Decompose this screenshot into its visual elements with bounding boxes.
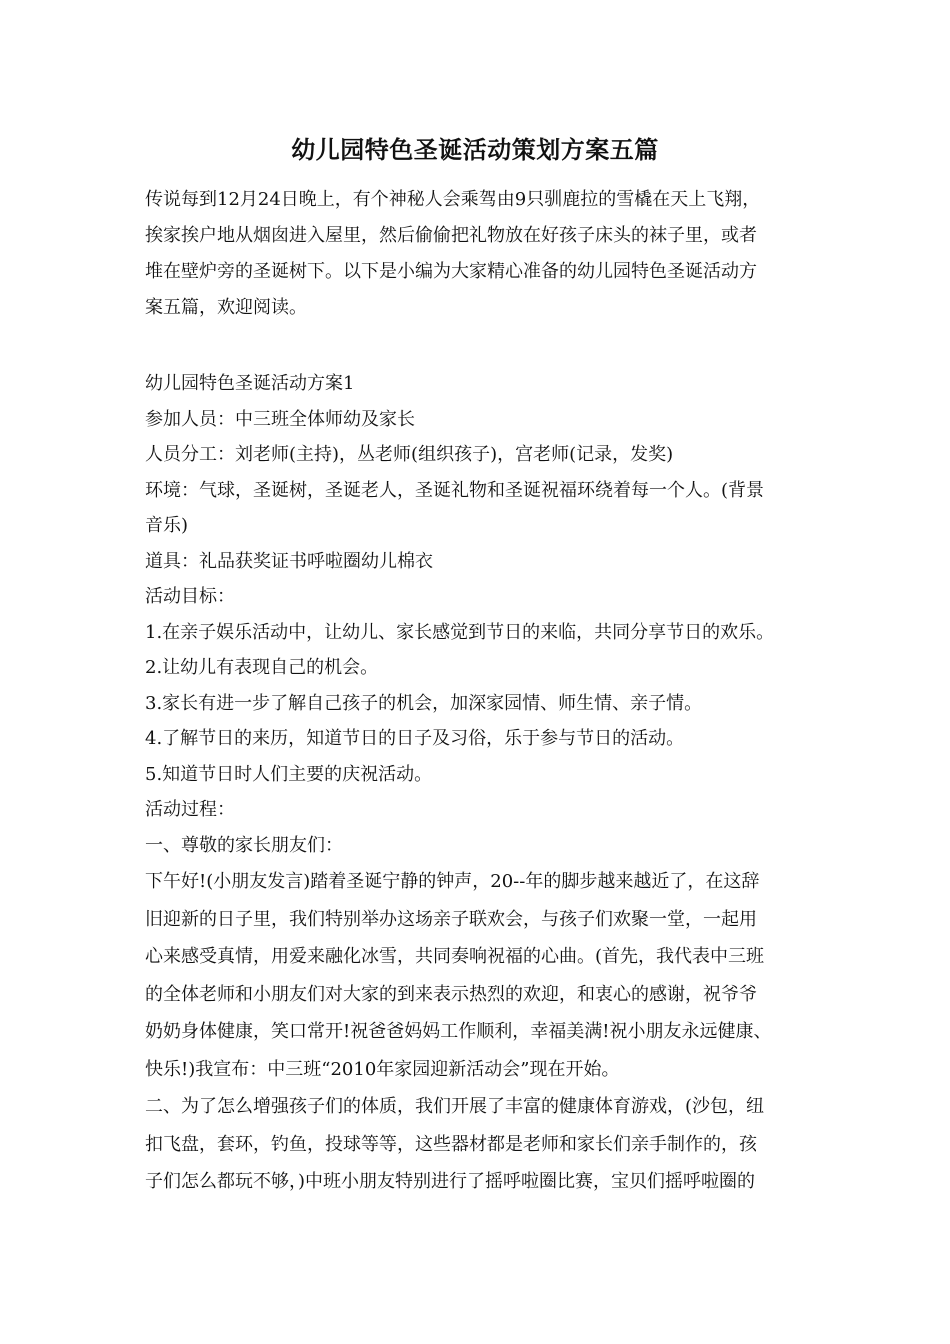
intro-paragraph (145, 182, 825, 326)
process-heading: 活动过程： (145, 799, 235, 820)
speech-line: 的全体老师和小朋友们对大家的到来表示热烈的欢迎，和衷心的感谢，祝爷爷 (145, 983, 757, 1005)
speech-line: 旧迎新的日子里，我们特别举办这场亲子联欢会，与孩子们欢聚一堂，一起用 (145, 908, 757, 930)
goal-item: 2.让幼儿有表现自己的机会。 (145, 657, 379, 678)
intro-line: 挨家挨户地从烟囱进入屋里，然后偷偷把礼物放在好孩子床头的袜子里，或者 (145, 225, 757, 246)
goal-item: 5.知道节日时人们主要的庆祝活动。 (145, 763, 433, 785)
activity-line: 二、为了怎么增强孩子们的体质，我们开展了丰富的健康体育游戏，(沙包，纽 (145, 1096, 765, 1117)
goals-heading: 活动目标： (145, 586, 235, 607)
activity-line: 扣飞盘，套环，钓鱼，投球等等，这些器材都是老师和家长们亲手制作的，孩 (145, 1133, 757, 1155)
props-line: 道具：礼品获奖证书呼啦圈幼儿棉衣 (145, 550, 433, 572)
intro-line: 案五篇，欢迎阅读。 (145, 297, 307, 318)
plan-1-section (145, 366, 825, 863)
participants-line: 参加人员：中三班全体师幼及家长 (145, 408, 415, 430)
section-heading: 幼儿园特色圣诞活动方案1 (145, 373, 355, 394)
speech-line: 快乐!)我宣布：中三班“2010年家园迎新活动会”现在开始。 (145, 1058, 620, 1080)
document-title: 幼儿园特色圣诞活动策划方案五篇 (291, 135, 659, 164)
speech-paragraph (145, 863, 825, 1201)
speech-line: 奶奶身体健康，笑口常开!祝爸爸妈妈工作顺利，幸福美满!祝小朋友永远健康、 (145, 1021, 772, 1042)
environment-line-cont: 音乐) (145, 515, 189, 536)
intro-line: 传说每到12月24日晚上，有个神秘人会乘驾由9只驯鹿拉的雪橇在天上飞翔， (145, 189, 761, 210)
environment-line: 环境：气球，圣诞树，圣诞老人，圣诞礼物和圣诞祝福环绕着每一个人。(背景 (145, 479, 765, 501)
speech-line: 下午好!(小朋友发言)踏着圣诞宁静的钟声，20--年的脚步越来越近了，在这辞 (145, 871, 760, 892)
activity-line: 子们怎么都玩不够，)中班小朋友特别进行了摇呼啦圈比赛，宝贝们摇呼啦圈的 (145, 1171, 756, 1192)
goal-item: 3.家长有进一步了解自己孩子的机会，加深家园情、师生情、亲子情。 (145, 692, 703, 714)
goal-item: 1.在亲子娱乐活动中，让幼儿、家长感觉到节日的来临，共同分享节日的欢乐。 (145, 621, 775, 643)
staff-division-line: 人员分工：刘老师(主持)，丛老师(组织孩子)，宫老师(记录，发奖) (145, 444, 674, 465)
intro-line: 堆在壁炉旁的圣诞树下。以下是小编为大家精心准备的幼儿园特色圣诞活动方 (145, 261, 757, 282)
goal-item: 4.了解节日的来历，知道节日的日子及习俗，乐于参与节日的活动。 (145, 728, 685, 749)
speech-greeting: 一、尊敬的家长朋友们： (145, 834, 343, 856)
speech-line: 心来感受真情，用爱来融化冰雪，共同奏响祝福的心曲。(首先，我代表中三班 (145, 946, 765, 967)
document-body (145, 366, 825, 1201)
